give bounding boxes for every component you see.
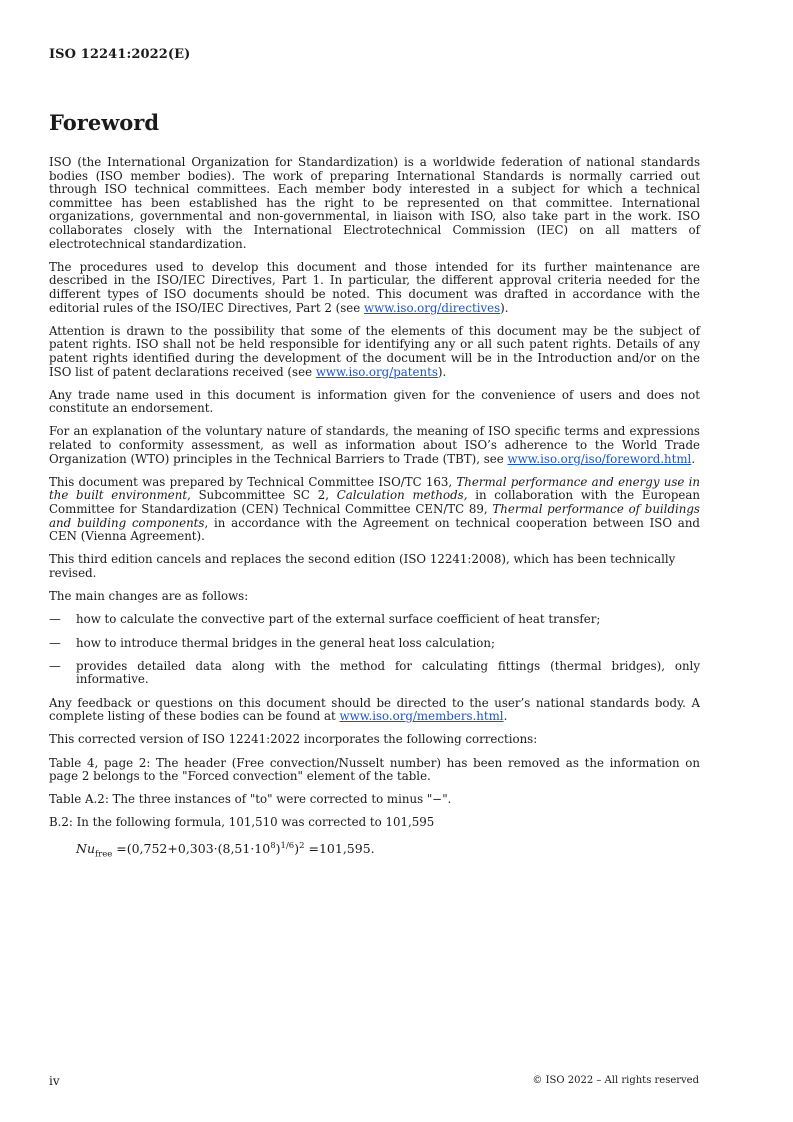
paragraph-voluntary-tail: .: [691, 451, 696, 466]
paragraph-edition: This third edition cancels and replaces the second edition (ISO 12241:2008), which has been technically revised.: [49, 552, 676, 580]
formula-part-3: ): [294, 840, 300, 856]
prepared-by-d: Calculation methods,: [336, 488, 468, 503]
paragraph-feedback: [49, 697, 700, 724]
paragraph-voluntary-text: For an explanation of the voluntary nature of standards, the meaning of ISO specific terms and expressions related to conformity assessment, as well as information about ISO’s adherence to the World Trade Organization (WTO) principles in the Technical Barriers to Trade (TBT), see: [49, 424, 700, 466]
foreword-body: [49, 156, 700, 862]
paragraph-trade-name: Any trade name used in this document is information given for the convenience of users and does not constitute an endorsement.: [49, 387, 700, 416]
formula-exponent-2: 1/6: [280, 840, 295, 851]
page-number: iv: [49, 1074, 60, 1088]
copyright-notice: © ISO 2022 – All rights reserved: [532, 1075, 699, 1086]
paragraph-table4-correction: Table 4, page 2: The header (Free convection/Nusselt number) has been removed as the information on page 2 belongs to the "Forced convection" element of the table.: [49, 755, 700, 784]
page-title: Foreword: [49, 110, 160, 135]
changes-list: [49, 613, 700, 687]
list-item-text: provides detailed data along with the method for calculating fittings (thermal bridges), only informative.: [76, 658, 700, 687]
list-item: [49, 613, 700, 627]
formula-variable: Nu: [76, 840, 95, 856]
paragraph-patents-tail: ).: [437, 364, 447, 379]
paragraph-tableA2-correction: Table A.2: The three instances of "to" were corrected to minus "−".: [49, 792, 452, 807]
formula-part-1: =(0,752+0,303·(8,51·10: [112, 840, 271, 856]
prepared-by-a: This document was prepared by Technical Committee ISO/TC 163,: [49, 474, 457, 489]
paragraph-voluntary: [49, 425, 700, 466]
paragraph-corrected-version: This corrected version of ISO 12241:2022 incorporates the following corrections:: [49, 732, 538, 747]
prepared-by-e: in collaboration with the European Committee for Standardization (CEN) Technical Committee CEN/TC 89,: [49, 488, 700, 517]
directives-link[interactable]: www.iso.org/directives: [364, 300, 501, 315]
list-item-text: how to introduce thermal bridges in the general heat loss calculation;: [76, 635, 495, 650]
formula-part-4: =101,595.: [304, 840, 375, 856]
prepared-by-b: Thermal performance and energy use in the built environment: [49, 474, 700, 503]
formula-exponent-3: 2: [299, 840, 305, 851]
paragraph-prepared-by: [49, 476, 700, 544]
formula-subscript: free: [95, 849, 113, 860]
paragraph-procedures-tail: ).: [500, 300, 509, 315]
paragraph-iso-intro: ISO (the International Organization for Standardization) is a worldwide federation of national standards bodies (ISO member bodies). The work of preparing International Standards is normally carried out through ISO technical committees. Each member body interested in a subject for which a technical committee has been established has the right to be represented on that committee. International organizations, governmental and non-governmental, in liaison with ISO, also take part in the work. ISO collaborates closely with the International Electrotechnical Commission (IEC) on all matters of electrotechnical standardization.: [49, 155, 700, 251]
paragraph-procedures: [49, 261, 700, 315]
list-item-text: how to calculate the convective part of the external surface coefficient of heat transfer;: [76, 612, 601, 627]
document-id: ISO 12241:2022(E): [49, 47, 191, 62]
paragraph-B2-correction: B.2: In the following formula, 101,510 was corrected to 101,595: [49, 815, 435, 830]
prepared-by-g: , in accordance with the Agreement on technical cooperation between ISO and CEN (Vienna Agreement).: [49, 515, 700, 544]
paragraph-feedback-tail: .: [503, 709, 508, 724]
prepared-by-f: Thermal performance of buildings and building components: [49, 502, 700, 530]
formula-part-2: ): [275, 840, 281, 856]
formula-exponent-1: 8: [270, 840, 276, 851]
members-link[interactable]: www.iso.org/members.html: [339, 709, 504, 724]
list-item: [49, 637, 700, 651]
patents-link[interactable]: www.iso.org/patents: [315, 364, 438, 379]
foreword-link[interactable]: www.iso.org/iso/foreword.html: [507, 451, 692, 466]
nusselt-formula: [76, 840, 700, 862]
dash-bullet: —: [49, 635, 61, 650]
paragraph-patents-text: Attention is drawn to the possibility that some of the elements of this document may be the subject of patent rights. ISO shall not be held responsible for identifying any or all such patent rights. Details of any patent rights identified during the development of the document will be in the Introduction and/or on the ISO list of patent declarations received (see: [49, 323, 700, 379]
paragraph-patents: [49, 325, 700, 379]
dash-bullet: —: [49, 612, 61, 627]
paragraph-main-changes: The main changes are as follows:: [49, 589, 249, 604]
list-item: [49, 660, 700, 687]
prepared-by-c: , Subcommittee SC 2,: [187, 488, 337, 503]
dash-bullet: —: [49, 658, 61, 673]
paragraph-feedback-text: Any feedback or questions on this document should be directed to the user’s national standards body. A complete listing of these bodies can be found at: [49, 695, 700, 724]
paragraph-procedures-text: The procedures used to develop this document and those intended for its further maintenance are described in the ISO/IEC Directives, Part 1. In particular, the different approval criteria needed for the different types of ISO documents should be noted. This document was drafted in accordance with the editorial rules of the ISO/IEC Directives, Part 2 (see: [49, 259, 700, 315]
